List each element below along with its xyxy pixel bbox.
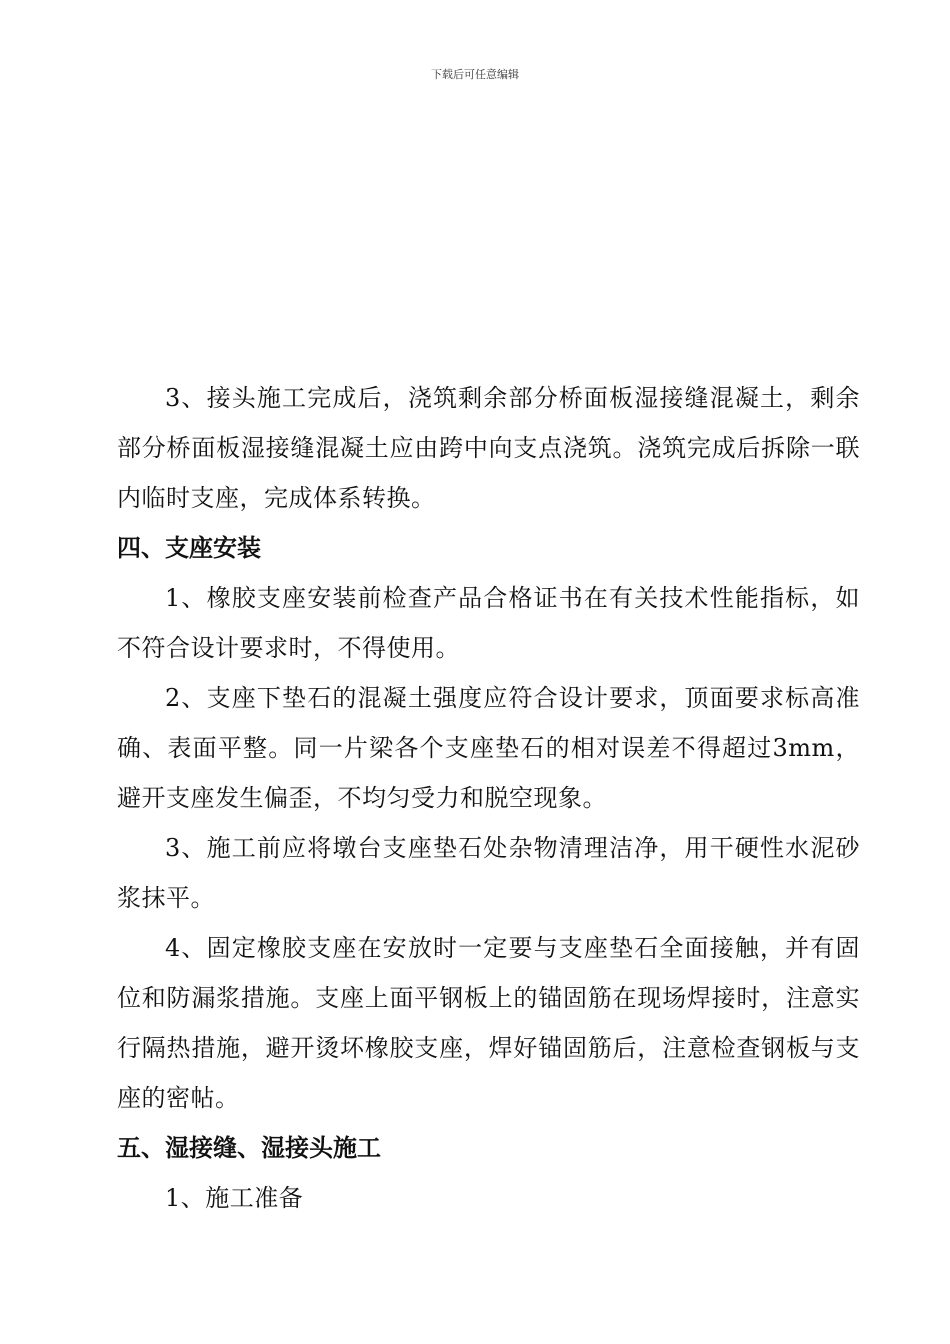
section-heading-bearing-installation: 四、支座安装	[117, 534, 261, 562]
paragraph-pad-stone-requirements: 2、支座下垫石的混凝土强度应符合设计要求，顶面要求标高准确、表面平整。同一片梁各个支座垫石的相对误差不得超过3mm，避开支座发生偏歪，不均匀受力和脱空现象。	[117, 684, 860, 812]
page-header-note: 下载后可任意编辑	[431, 68, 519, 81]
paragraph-fixed-bearing-placement: 4、固定橡胶支座在安放时一定要与支座垫石全面接触，并有固位和防漏浆措施。支座上面平钢板上的锚固筋在现场焊接时，注意实行隔热措施，避开烫坏橡胶支座，焊好锚固筋后，注意检查钢板与支座的密帖。	[117, 934, 860, 1112]
document-body	[117, 373, 860, 1223]
paragraph-joint-completion: 3、接头施工完成后，浇筑剩余部分桥面板湿接缝混凝土，剩余部分桥面板湿接缝混凝土应由跨中向支点浇筑。浇筑完成后拆除一联内临时支座，完成体系转换。	[117, 384, 860, 512]
paragraph-bearing-inspection: 1、橡胶支座安装前检查产品合格证书在有关技术性能指标，如不符合设计要求时，不得使用。	[117, 584, 860, 662]
section-heading-wet-joint: 五、湿接缝、湿接头施工	[117, 1134, 381, 1162]
paragraph-construction-preparation: 1、施工准备	[165, 1184, 304, 1212]
paragraph-cleaning-before-construction: 3、施工前应将墩台支座垫石处杂物清理洁净，用干硬性水泥砂浆抹平。	[117, 834, 860, 912]
